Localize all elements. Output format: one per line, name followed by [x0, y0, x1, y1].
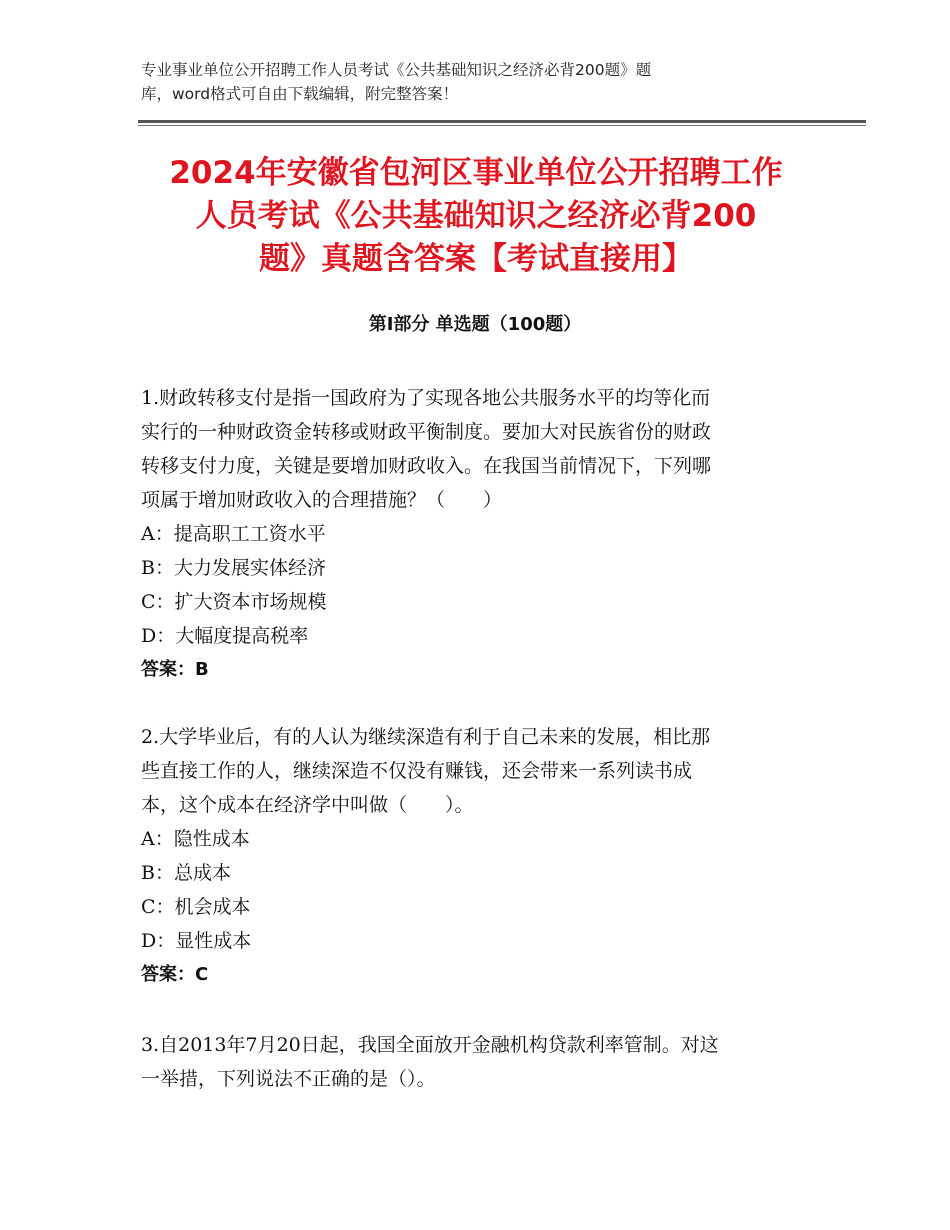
header-divider-thin	[138, 125, 866, 126]
option-c: C：机会成本	[141, 896, 251, 918]
question-3	[141, 1028, 813, 1096]
header-divider	[138, 120, 866, 123]
header-note-line: 专业事业单位公开招聘工作人员考试《公共基础知识之经济必背200题》题	[141, 61, 652, 79]
question-stem-line: 项属于增加财政收入的合理措施？（ ）	[141, 489, 503, 511]
question-stem-line: 一举措，下列说法不正确的是（）。	[141, 1068, 436, 1090]
question-stem-line: 转移支付力度，关键是要增加财政收入。在我国当前情况下，下列哪	[141, 455, 712, 477]
title-line: 2024年安徽省包河区事业单位公开招聘工作	[169, 155, 783, 191]
question-stem-line: 本，这个成本在经济学中叫做（ ）。	[141, 794, 474, 816]
header-note-line: 库，word格式可自由下载编辑，附完整答案！	[141, 85, 459, 103]
question-stem-line: 2.大学毕业后，有的人认为继续深造有利于自己未来的发展，相比那	[141, 726, 711, 748]
question-stem-line: 3.自2013年7月20日起，我国全面放开金融机构贷款利率管制。对这	[141, 1034, 719, 1056]
option-b: B：大力发展实体经济	[141, 557, 326, 579]
document-title	[120, 152, 832, 281]
section-heading: 第Ⅰ部分 单选题（100题）	[368, 314, 582, 335]
option-a: A：隐性成本	[141, 828, 250, 850]
question-stem-line: 些直接工作的人，继续深造不仅没有赚钱，还会带来一系列读书成	[141, 760, 693, 782]
option-d: D：大幅度提高税率	[141, 625, 309, 647]
option-a: A：提高职工工资水平	[141, 523, 326, 545]
question-stem-line: 1.财政转移支付是指一国政府为了实现各地公共服务水平的均等化而	[141, 387, 711, 409]
option-d: D：显性成本	[141, 930, 252, 952]
header-note	[141, 58, 821, 106]
option-b: B：总成本	[141, 862, 231, 884]
question-2	[141, 720, 813, 992]
option-c: C：扩大资本市场规模	[141, 591, 327, 613]
title-line: 人员考试《公共基础知识之经济必背200	[195, 198, 757, 234]
answer: 答案：B	[141, 659, 209, 680]
title-line: 题》真题含答案【考试直接用】	[259, 241, 693, 277]
question-1	[141, 381, 813, 687]
answer: 答案：C	[141, 964, 209, 985]
question-stem-line: 实行的一种财政资金转移或财政平衡制度。要加大对民族省份的财政	[141, 421, 712, 443]
